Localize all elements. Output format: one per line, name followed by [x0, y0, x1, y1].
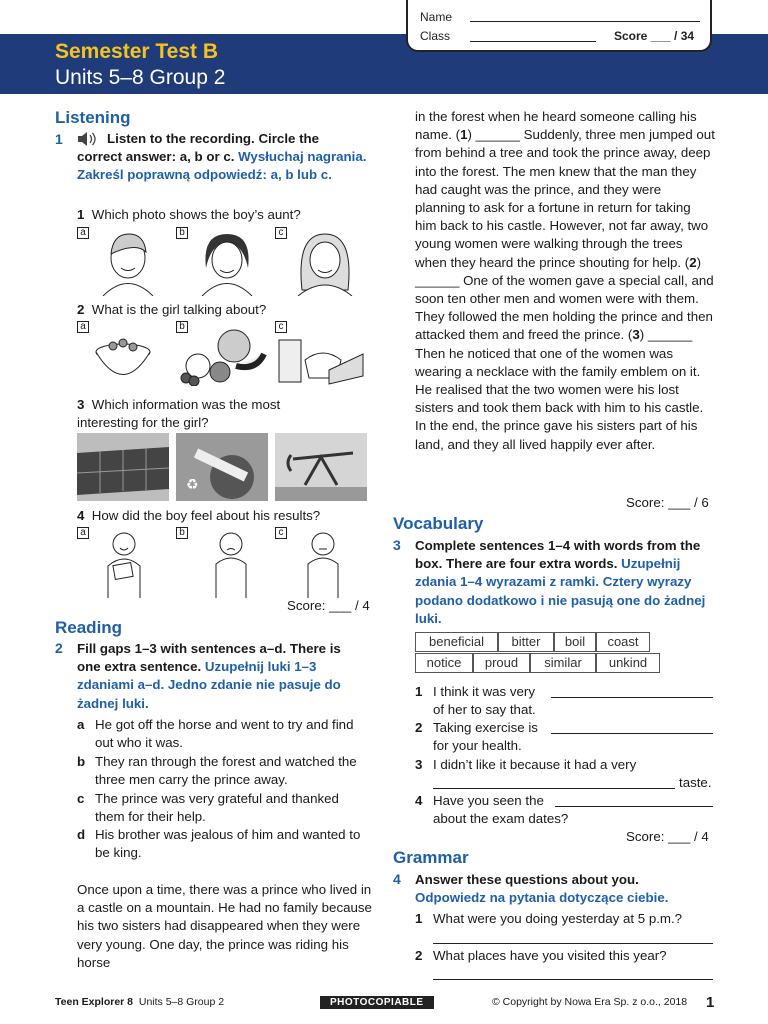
reading-option-a: a He got off the horse and went to try and find out who it was.: [77, 717, 354, 751]
solar-panels-photo: [77, 433, 169, 501]
option-a-box[interactable]: a: [77, 227, 89, 239]
name-label: Name: [420, 10, 453, 24]
word-box-item: beneficial: [415, 632, 498, 652]
photocopiable-badge: PHOTOCOPIABLE: [320, 996, 434, 1009]
fruit-illustration: [176, 326, 268, 386]
woman-long-hair-illustration: [290, 228, 360, 296]
vocabulary-heading: Vocabulary: [393, 514, 484, 533]
copyright: © Copyright by Nowa Era Sp. z o.o., 2018: [492, 996, 688, 1008]
option-c-box[interactable]: c: [275, 527, 287, 539]
listening-q2: 2 What is the girl talking about?: [77, 302, 267, 317]
word-box-item: coast: [596, 632, 650, 652]
vocab-sentence-2: 2 Taking exercise is: [415, 720, 538, 735]
option-b-box[interactable]: b: [176, 527, 188, 539]
word-box-item: notice: [415, 653, 473, 673]
ex1-instructions: [77, 130, 367, 185]
woman-dark-hair-illustration: [192, 228, 262, 296]
reading-heading: Reading: [55, 618, 123, 637]
ex4-instructions: Answer these questions about you. Odpowiedz na pytania dotyczące ciebie.: [415, 872, 669, 906]
vocab-answer-line-2[interactable]: [551, 733, 713, 734]
word-box-item: unkind: [596, 653, 660, 673]
ex2-instructions: Fill gaps 1–3 with sentences a–d. There is one extra sentence. Uzupełnij luki 1–3 zdaniami a–d. Jedno zdanie nie pasuje do żadnej luki.: [77, 641, 341, 711]
footer-book: Teen Explorer 8 Units 5–8 Group 2: [55, 996, 225, 1008]
woman-short-hair-illustration: [93, 228, 163, 296]
svg-text:♻: ♻: [186, 477, 199, 493]
gap-3: 3: [632, 327, 640, 343]
neutral-boy-illustration: [298, 530, 348, 598]
ex3-instructions: Complete sentences 1–4 with words from the box. There are four extra words. Uzupełnij zdania 1–4 wyrazami z ramki. Cztery wyrazy podano dodatkowo i nie pasują one do żadnej luki.: [415, 538, 706, 626]
recycling-photo: [176, 433, 268, 501]
test-title: Semester Test B: [55, 40, 219, 63]
listening-score: Score: ___ / 4: [287, 598, 370, 613]
vocab-sentence-1-end: of her to say that.: [433, 702, 536, 717]
ex1-instr-en: Listen to the recording. Circle the correct answer: a, b or c.: [77, 131, 320, 165]
happy-boy-illustration: [96, 530, 152, 598]
ex1-instr-pl: Wysłuchaj nagrania. Zakreśl poprawną odpowiedź: a, b lub c.: [77, 149, 367, 183]
story-text-left: Once upon a time, there was a prince who lived in a castle on a mountain. He had no family because his two sisters had disappeared when they were very young. One day, the prince was riding his horse: [77, 882, 372, 970]
page-number: 1: [706, 994, 715, 1011]
reading-option-c: c The prince was very grateful and thanked them for their help.: [77, 791, 339, 825]
vocab-answer-line-4[interactable]: [555, 806, 713, 807]
listening-heading: Listening: [55, 108, 131, 127]
dairy-illustration: [275, 330, 367, 386]
score-total: Score ___ / 34: [614, 29, 695, 43]
grammar-answer-line-1[interactable]: [433, 943, 713, 944]
sad-boy-illustration: [206, 530, 256, 598]
option-b-box[interactable]: b: [176, 227, 188, 239]
reading-option-d: d His brother was jealous of him and wanted to be king.: [77, 827, 361, 861]
vocab-sentence-1: 1 I think it was very: [415, 684, 535, 699]
word-box-item: boil: [554, 632, 596, 652]
option-a-box[interactable]: a: [77, 527, 89, 539]
grammar-q2: 2 What places have you visited this year?: [415, 948, 667, 963]
grammar-heading: Grammar: [393, 848, 469, 867]
vocab-sentence-2-end: for your health.: [433, 738, 522, 753]
name-field[interactable]: [470, 21, 700, 22]
vocab-sentence-3-end: taste.: [679, 775, 712, 790]
reading-score: Score: ___ / 6: [626, 495, 709, 510]
class-field[interactable]: [470, 41, 596, 42]
reading-option-b: b They ran through the forest and watched the three men carry the prince away.: [77, 754, 357, 788]
ex1-number: 1: [55, 131, 63, 147]
option-b-box[interactable]: b: [176, 321, 188, 333]
grammar-answer-line-2[interactable]: [433, 979, 713, 980]
gap-2: 2: [689, 254, 697, 270]
vocab-sentence-4-end: about the exam dates?: [433, 811, 569, 826]
vocabulary-score: Score: ___ / 4: [626, 829, 709, 844]
oil-pump-photo: [275, 433, 367, 501]
name-box: [406, 0, 712, 52]
word-box-item: similar: [530, 653, 596, 673]
gap-1: 1: [460, 127, 468, 143]
listening-q1: 1 Which photo shows the boy’s aunt?: [77, 207, 301, 222]
class-label: Class: [420, 29, 451, 43]
word-box-item: proud: [473, 653, 530, 673]
vocab-answer-line-3[interactable]: [433, 788, 675, 789]
ex2-number: 2: [55, 640, 63, 656]
option-a-box[interactable]: a: [77, 321, 89, 333]
test-subtitle: Units 5–8 Group 2: [55, 66, 226, 89]
option-c-box[interactable]: c: [275, 321, 287, 333]
listening-q3: 3 Which information was the most interesting for the girl?: [77, 397, 281, 431]
vocab-answer-line-1[interactable]: [551, 697, 713, 698]
grammar-q1: 1 What were you doing yesterday at 5 p.m.?: [415, 911, 683, 926]
word-box-item: bitter: [498, 632, 554, 652]
cereal-bowl-illustration: [93, 330, 153, 386]
listening-q4: 4 How did the boy feel about his results?: [77, 508, 321, 523]
option-c-box[interactable]: c: [275, 227, 287, 239]
ex3-number: 3: [393, 537, 401, 553]
vocab-sentence-4: 4 Have you seen the: [415, 793, 544, 808]
story-text-right: in the forest when he heard someone calling his name. (1) ______ Suddenly, three men jumped out from behind a tree and took the prince away, deep into the forest. The men knew that the man they had caught was the prince, and they were planning to ask for a fortune in return for taking him back to his castle. However, not far away, two young women were walking through the trees when they heard the prince shouting for help. (2) ______ One of the women gave a special call, and soon ten other men and women were with them. They followed the men holding the prince and then attacked them and freed the prince. (3) ______ Then he noticed that one of the women was wearing a necklace with the family emblem on it. He realised that the two women were his lost sisters and took them back with him to his castle. In the end, the prince gave his sisters part of his land, and they all lived happily ever after.: [415, 109, 715, 452]
ex4-number: 4: [393, 871, 401, 887]
vocab-sentence-3: 3 I didn’t like it because it had a very: [415, 757, 637, 772]
